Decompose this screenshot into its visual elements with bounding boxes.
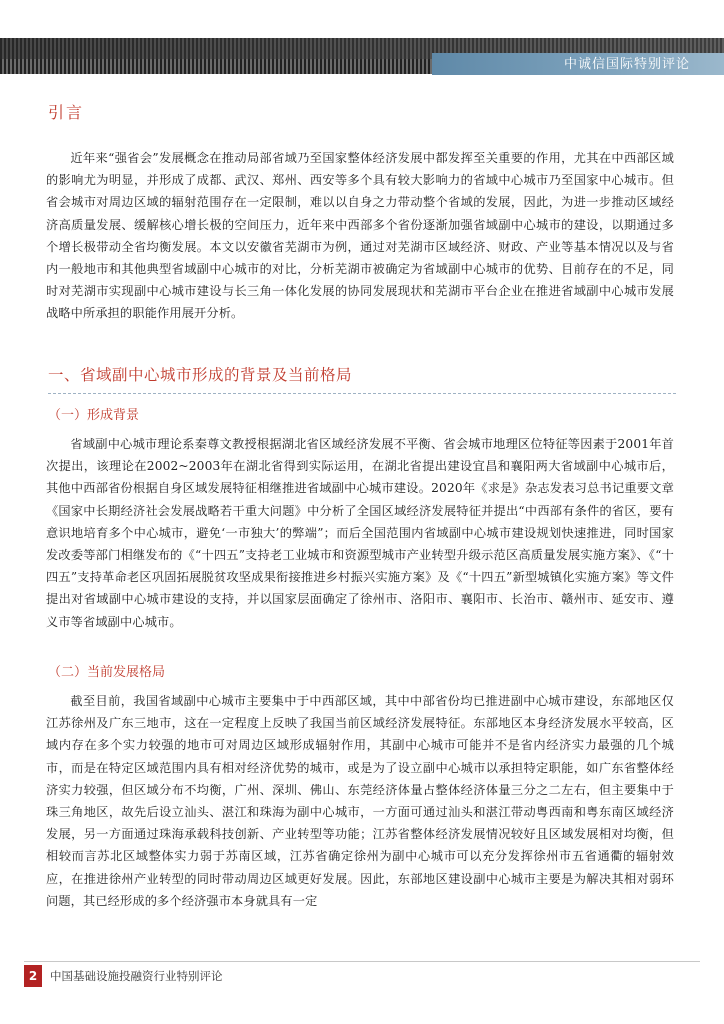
subsection-heading-current-pattern: （二）当前发展格局 <box>48 665 166 680</box>
intro-heading: 引言 <box>48 103 85 122</box>
background-paragraph: 省域副中心城市理论系秦尊文教授根据湖北省区域经济发展不平衡、省会城市地理区位特征等因素于2001年首次提出，该理论在2002~2003年在湖北省得到实际运用，在湖北省提出建设宜昌和襄阳两大省域副中心城市后，其他中西部省份根据自身区域发展特征相继推进省域副中心城市建设。2020年《求是》杂志发表习总书记重要文章《国家中长期经济社会发展战略若干重大问题》中分析了全国区域经济发展特征并提出“中西部有条件的省区，要有意识地培育多个中心城市，避免‘一市独大’的弊端”；而后全国范围内省域副中心城市建设规划快速推进，同时国家发改委等部门相继发布的《“十四五”支持老工业城市和资源型城市产业转型升级示范区高质量发展实施方案》、《“十四五”支持革命老区巩固拓展脱贫攻坚成果衔接推进乡村振兴实施方案》及《“十四五”新型城镇化实施方案》等文件提出对省域副中心城市建设的支持，并以国家层面确定了徐州市、洛阳市、襄阳市、长治市、赣州市、延安市、遵义市等省域副中心城市。 <box>46 437 674 629</box>
footer-divider <box>24 961 700 962</box>
footer-title: 中国基础设施投融资行业特别评论 <box>50 969 223 983</box>
header-title: 中诚信国际特别评论 <box>563 57 690 72</box>
subsection-heading-background: （一）形成背景 <box>48 408 140 423</box>
current-pattern-paragraph: 截至目前，我国省域副中心城市主要集中于中西部区域，其中中部省份均已推进副中心城市建设，东部地区仅江苏徐州及广东三地市，这在一定程度上反映了我国当前区域经济发展特征。东部地区本身经济发展水平较高，区域内存在多个实力较强的地市可对周边区域形成辐射作用，其副中心城市可能并不是省内经济实力最强的几个城市，而是在特定区域范围内具有相对经济优势的城市，或是为了设立副中心城市以承担特定职能，如广东省整体经济实力较强，但区域分布不均衡，广州、深圳、佛山、东莞经济体量占整体经济体量三分之二左右，但主要集中于珠三角地区，故先后设立汕头、湛江和珠海为副中心城市，一方面可通过汕头和湛江带动粤西南和粤东南区域经济发展，另一方面通过珠海承载科技创新、产业转型等功能；江苏省整体经济发展情况较好且区域发展相对均衡，但相较而言苏北区域整体实力弱于苏南区域，江苏省确定徐州为副中心城市可以充分发挥徐州市五省通衢的辐射效应，在推进徐州产业转型的同时带动周边区域更好发展。因此，东部地区建设副中心城市主要是为解决其相对弱环问题，其已经形成的多个经济强市本身就具有一定 <box>46 694 674 908</box>
intro-paragraph: 近年来“强省会”发展概念在推动局部省域乃至国家整体经济发展中都发挥至关重要的作用，尤其在中西部区域的影响尤为明显，并形成了成都、武汉、郑州、西安等多个具有较大影响力的省域中心城市乃至国家中心城市。但省会城市对周边区域的辐射范围存在一定限制，难以以自身之力带动整个省域的发展，因此，为进一步推动区域经济高质量发展、缓解核心增长极的空间压力，近年来中西部多个省份逐渐加强省域副中心城市的建设，以期通过多个增长极带动全省均衡发展。本文以安徽省芜湖市为例，通过对芜湖市区域经济、财政、产业等基本情况以及与省内一般地市和其他典型省域副中心城市的对比，分析芜湖市被确定为省域副中心城市的优势、目前存在的不足，同时对芜湖市实现副中心城市建设与长三角一体化发展的协同发展现状和芜湖市平台企业在推进省域副中心城市发展战略中所承担的职能作用展开分析。 <box>46 151 674 321</box>
section-divider <box>48 393 676 394</box>
section-heading: 一、省域副中心城市形成的背景及当前格局 <box>48 366 353 384</box>
page-number: 2 <box>24 965 42 987</box>
